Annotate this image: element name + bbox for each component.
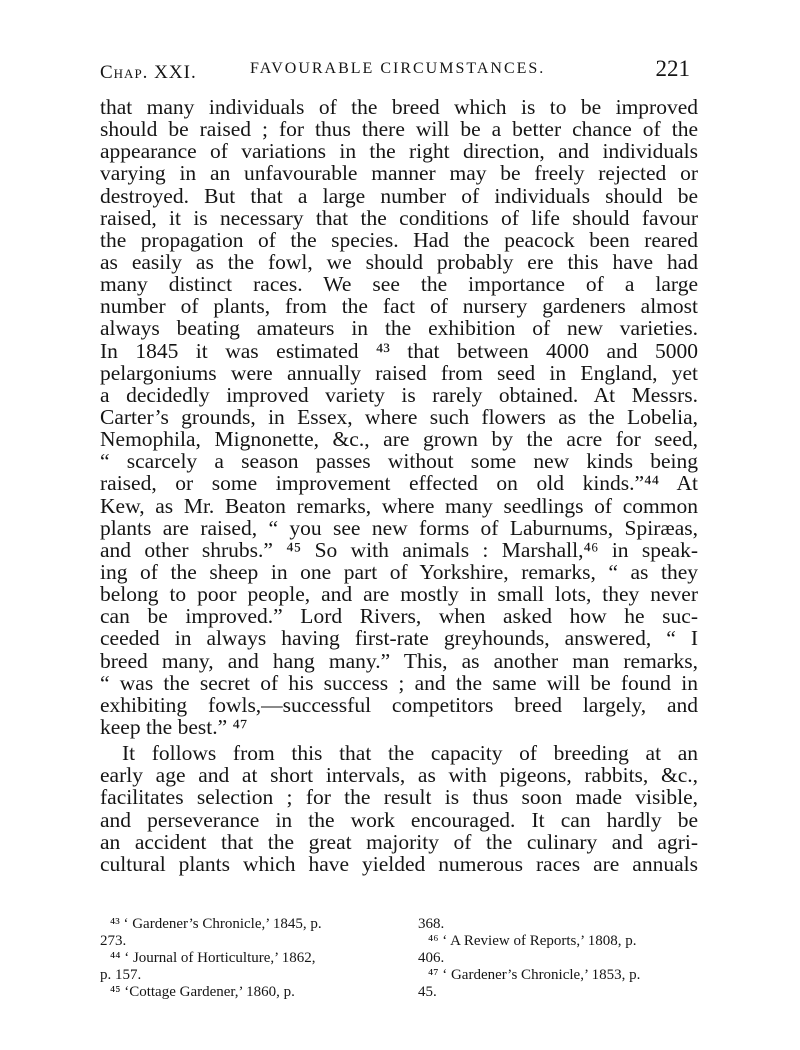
text-line: can be improved.” Lord Rivers, when asked how he suc- [100,604,698,629]
footnotes-right-column [418,916,698,1001]
text-line: early age and at short intervals, as with pigeons, rabbits, &c., [100,763,698,788]
paragraph-2 [100,742,698,875]
footnote-line: 368. [418,916,445,932]
footnote-line: 45. [418,984,437,1000]
text-line: raised, or some improvement effected on old kinds.”⁴⁴ At [100,471,698,496]
text-line: It follows from this that the capacity of breeding at an [122,741,698,766]
text-line: “ scarcely a season passes without some new kinds being [100,449,698,474]
text-line: appearance of variations in the right direction, and individuals [100,139,698,164]
text-line: as easily as the fowl, we should probably ere this have had [100,249,698,274]
text-line: a decidedly improved variety is rarely obtained. At Messrs. [100,382,698,407]
text-line: pelargoniums were annually raised from seed in England, yet [100,360,698,385]
text-line: always beating amateurs in the exhibition of new varieties. [100,316,698,341]
paragraph-1 [100,96,698,738]
text-line: the propagation of the species. Had the peacock been reared [100,227,698,252]
text-line: In 1845 it was estimated ⁴³ that between 4000 and 5000 [100,338,698,363]
text-line: Carter’s grounds, in Essex, where such flowers as the Lobelia, [100,404,698,429]
text-line: Kew, as Mr. Beaton remarks, where many seedlings of common [100,493,698,518]
footnote-line: 273. [100,933,127,949]
text-line: “ was the secret of his success ; and the same will be found in [100,670,698,695]
footnotes-left-column [100,916,412,1001]
text-line: belong to poor people, and are mostly in small lots, they never [100,582,698,607]
text-line: should be raised ; for thus there will be a better chance of the [100,117,698,142]
text-line: raised, it is necessary that the conditions of life should favour [100,205,698,230]
footnote-line: ⁴⁴ ‘ Journal of Horticulture,’ 1862, [110,950,316,966]
footnote-line: p. 157. [100,967,142,983]
page-header [100,56,696,86]
text-line: an accident that the great majority of the culinary and agri- [100,829,698,854]
page-number: 221 [655,56,690,81]
footnote-line: 406. [418,950,445,966]
text-line: ceeded in always having first-rate greyhounds, answered, “ I [100,626,698,651]
footnotes [100,916,698,1006]
footnote-line: ⁴³ ‘ Gardener’s Chronicle,’ 1845, p. [110,916,322,932]
body-text [100,96,698,875]
text-line: and other shrubs.” ⁴⁵ So with animals : Marshall,⁴⁶ in speak- [100,537,698,562]
text-line: many distinct races. We see the importance of a large [100,272,698,297]
text-line: and perseverance in the work encouraged. It can hardly be [100,807,698,832]
text-line: breed many, and hang many.” This, as another man remarks, [100,648,698,673]
text-line: keep the best.” ⁴⁷ [100,714,248,739]
text-line: number of plants, from the fact of nursery gardeners almost [100,294,698,319]
text-line: facilitates selection ; for the result is thus soon made visible, [100,785,698,810]
text-line: plants are raised, “ you see new forms of Laburnums, Spiræas, [100,515,698,540]
chapter-label: Chap. XXI. [100,62,197,83]
text-line: ing of the sheep in one part of Yorkshire, remarks, “ as they [100,559,698,584]
running-title: FAVOURABLE CIRCUMSTANCES. [250,60,546,77]
footnote-line: ⁴⁷ ‘ Gardener’s Chronicle,’ 1853, p. [428,967,641,983]
footnote-line: ⁴⁶ ‘ A Review of Reports,’ 1808, p. [428,933,637,949]
footnote-line: ⁴⁵ ‘Cottage Gardener,’ 1860, p. [110,984,295,1000]
text-line: cultural plants which have yielded numerous races are annuals [100,851,698,876]
text-line: Nemophila, Mignonette, &c., are grown by the acre for seed, [100,427,698,452]
text-line: destroyed. But that a large number of individuals should be [100,183,698,208]
text-line: exhibiting fowls,—successful competitors breed largely, and [100,692,698,717]
text-line: varying in an unfavourable manner may be freely rejected or [100,161,698,186]
text-line: that many individuals of the breed which is to be improved [100,95,698,119]
